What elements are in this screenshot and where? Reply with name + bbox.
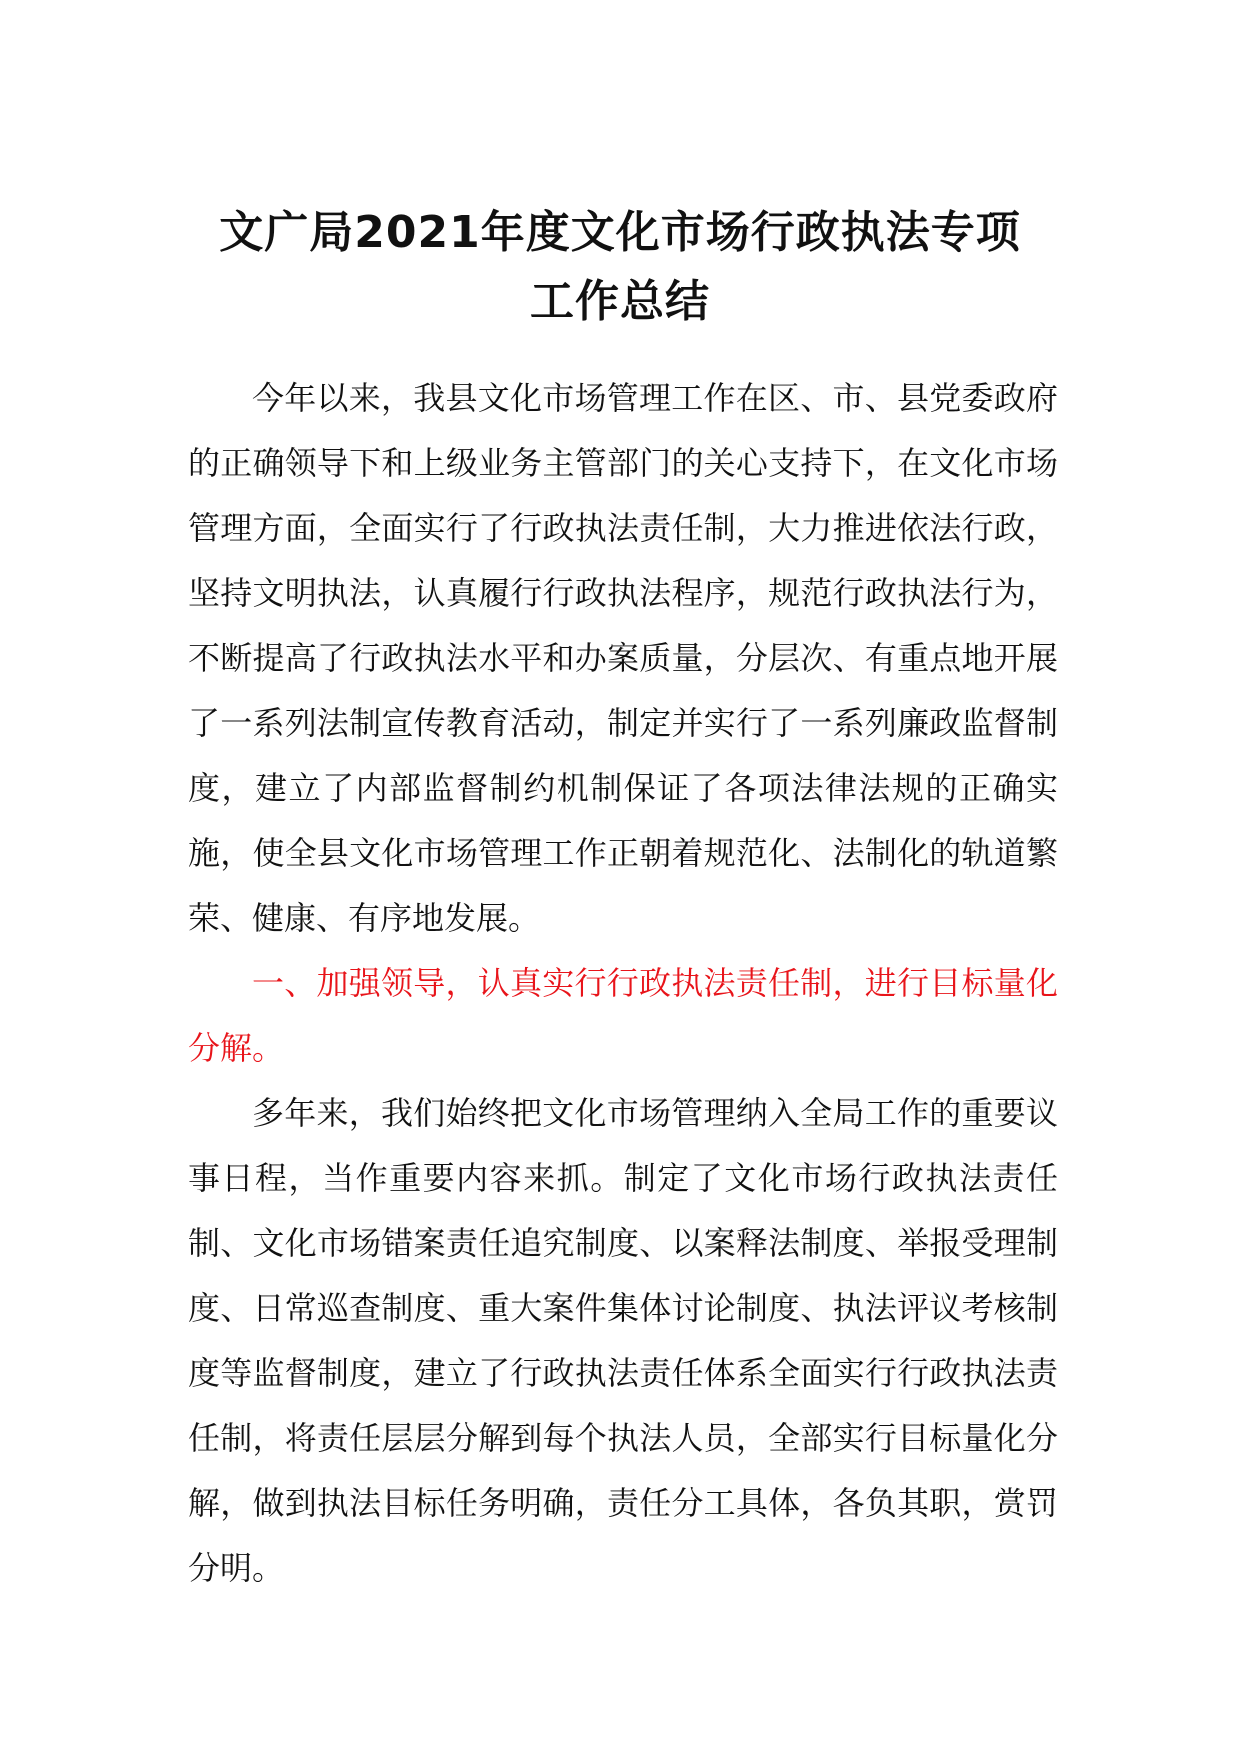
title-line-1: 文广局2021年度文化市场行政执法专项 [219,207,1021,258]
paragraph-section-1: 多年来，我们始终把文化市场管理纳入全局工作的重要议事日程，当作重要内容来抓。制定了文化市场行政执法责任制、文化市场错案责任追究制度、以案释法制度、举报受理制度、日常巡查制度、重大案件集体讨论制度、执法评议考核制度等监督制度，建立了行政执法责任体系全面实行行政执法责任制，将责任层层分解到每个执法人员，全部实行目标量化分解，做到执法目标任务明确，责任分工具体，各负其职，赏罚分明。 [188,1094,1058,1587]
paragraph-intro: 今年以来，我县文化市场管理工作在区、市、县党委政府的正确领导下和上级业务主管部门的关心支持下，在文化市场管理方面，全面实行了行政执法责任制，大力推进依法行政，坚持文明执法，认真履行行政执法程序，规范行政执法行为，不断提高了行政执法水平和办案质量，分层次、有重点地开展了一系列法制宣传教育活动，制定并实行了一系列廉政监督制度，建立了内部监督制约机制保证了各项法律法规的正确实施，使全县文化市场管理工作正朝着规范化、法制化的轨道繁荣、健康、有序地发展。 [188,379,1058,937]
section-heading-1: 一、加强领导，认真实行行政执法责任制，进行目标量化分解。 [188,964,1058,1067]
document-body [188,366,1058,1601]
document-title [180,198,1060,336]
title-line-2: 工作总结 [530,276,710,327]
